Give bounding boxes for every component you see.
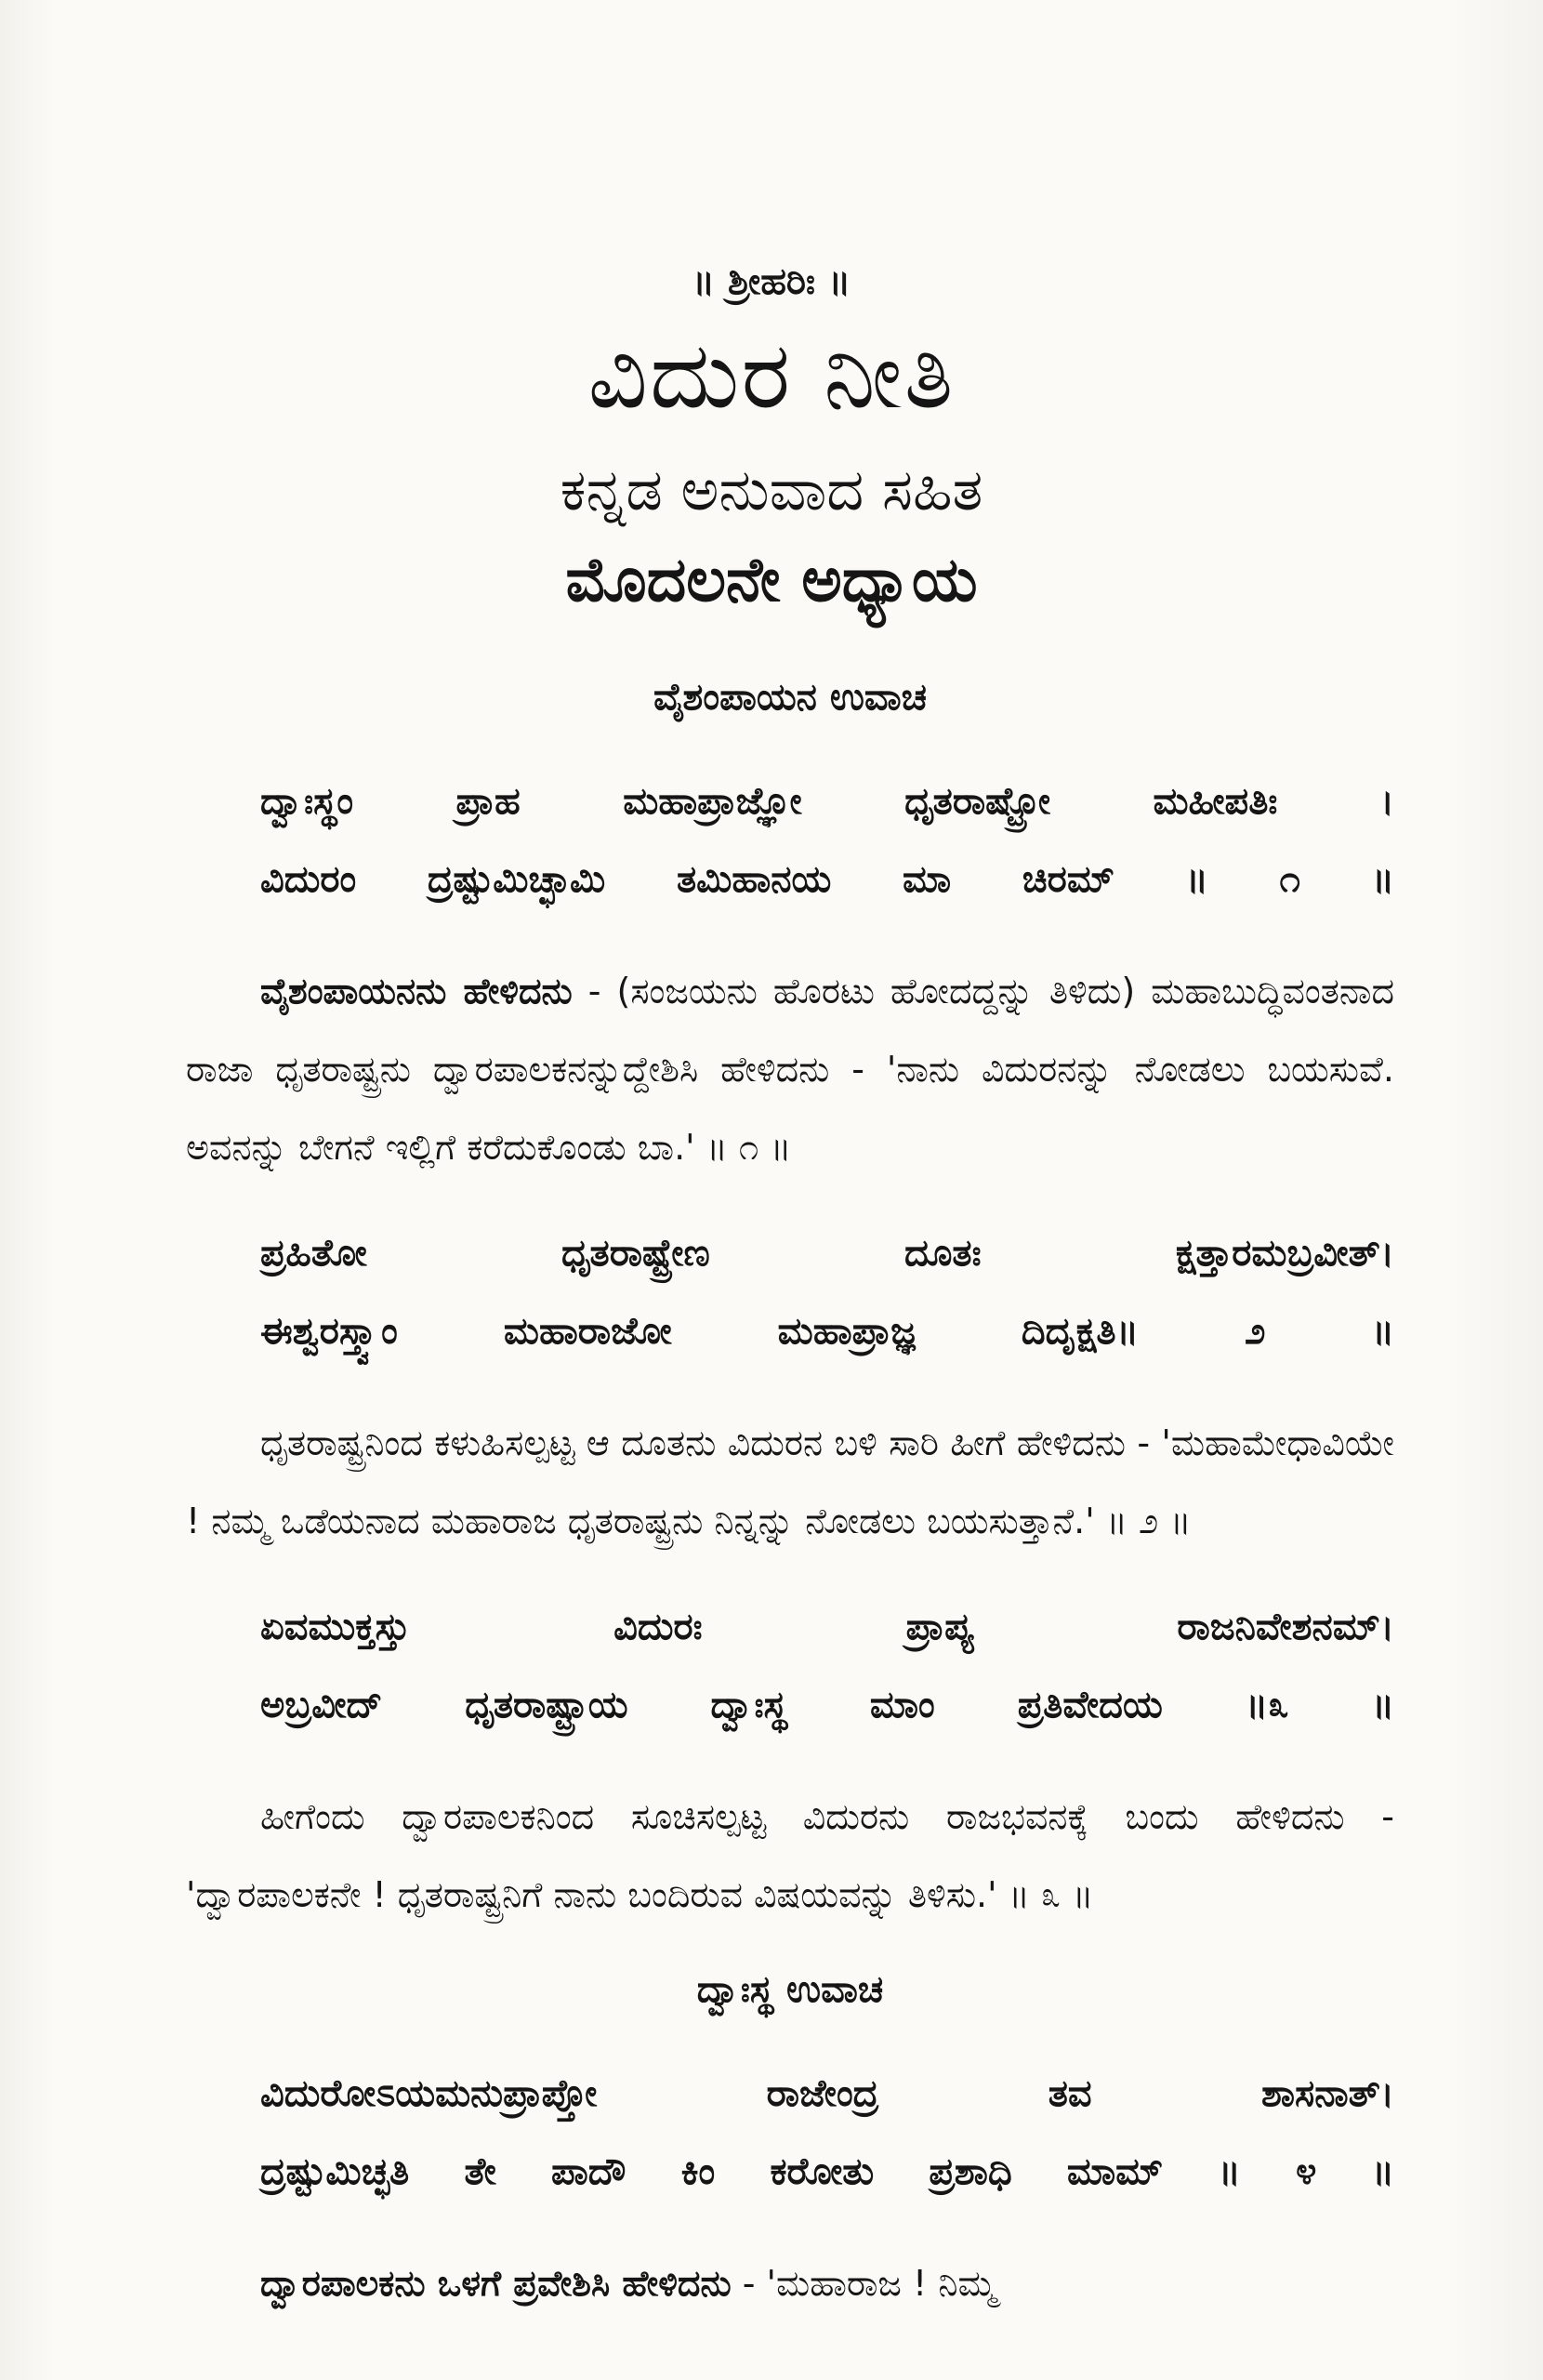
verse-line: ಪ್ರಹಿತೋ ಧೃತರಾಷ್ಟ್ರೇಣ ದೂತಃ ಕ್ಷತ್ತಾರಮಬ್ರವೀತ್।: [260, 1232, 1394, 1275]
verse-line: ವಿದುರೋಽಯಮನುಪ್ರಾಪ್ತೋ ರಾಜೇಂದ್ರ ತವ ಶಾಸನಾತ್।: [260, 2072, 1394, 2115]
verse-line: ವಿದುರಂ ದ್ರಷ್ಟುಮಿಚ್ಛಾಮಿ ತಮಿಹಾನಯ ಮಾ ಚಿರಮ್ ॥ ೧ ॥: [260, 858, 1394, 901]
page-body: [186, 669, 1394, 2350]
verse-3: [260, 1588, 1394, 1744]
verse-line: ದ್ವಾಃಸ್ಥಂ ಪ್ರಾಹ ಮಹಾಪ್ರಾಜ್ಞೋ ಧೃತರಾಷ್ಟ್ರೋ ಮಹೀಪತಿಃ ।: [260, 780, 1394, 823]
translation-2: ಧೃತರಾಷ್ಟ್ರನಿಂದ ಕಳುಹಿಸಲ್ಪಟ್ಟ ಆ ದೂತನು ವಿದುರನ ಬಳಿ ಸಾರಿ ಹೀಗೆ ಹೇಳಿದನು - 'ಮಹಾಮೇಧಾವಿಯೇ ! ನಮ್ಮ ಒಡೆಯನಾದ ಮಹಾರಾಜ ಧೃತರಾಷ್ಟ್ರನು ನಿನ್ನನ್ನು ನೋಡಲು ಬಯಸುತ್ತಾನೆ.' ॥ ೨ ॥: [186, 1422, 1394, 1541]
verse-1: [260, 762, 1394, 919]
chapter-heading: ಮೊದಲನೇ ಅಧ್ಯಾಯ: [565, 544, 978, 615]
speaker-heading: ದ್ವಾಃಸ್ಥ ಉವಾಚ: [696, 1968, 884, 2011]
verse-2: [260, 1214, 1394, 1370]
translation-3: ಹೀಗೆಂದು ದ್ವಾರಪಾಲಕನಿಂದ ಸೂಚಿಸಲ್ಪಟ್ಟ ವಿದುರನು ರಾಜಭವನಕ್ಕೆ ಬಂದು ಹೇಳಿದನು - 'ದ್ವಾರಪಾಲಕನೇ ! ಧೃತರಾಷ್ಟ್ರನಿಗೆ ನಾನು ಬಂದಿರುವ ವಿಷಯವನ್ನು ತಿಳಿಸು.' ॥ ೩ ॥: [186, 1796, 1394, 1915]
invocation: ॥ ಶ್ರೀಹರಿಃ ॥: [692, 260, 851, 303]
translation-4: [186, 2244, 1394, 2322]
translation-text: - (ಸಂಜಯನು ಹೊರಟು ಹೋದದ್ದನ್ನು ತಿಳಿದು) ಮಹಾಬುದ್ಧಿವಂತನಾದ ರಾಜಾ ಧೃತರಾಷ್ಟ್ರನು ದ್ವಾರಪಾಲಕನನ್ನುದ್ದೇಶಿಸಿ ಹೇಳಿದನು - 'ನಾನು ವಿದುರನನ್ನು ನೋಡಲು ಬಯಸುವೆ. ಅವನನ್ನು ಬೇಗನೆ ಇಲ್ಲಿಗೆ ಕರೆದುಕೊಂಡು ಬಾ.' ॥ ೧ ॥: [186, 971, 1394, 1168]
verse-line: ದ್ರಷ್ಟುಮಿಚ್ಛತಿ ತೇ ಪಾದೌ ಕಿಂ ಕರೋತು ಪ್ರಶಾಧಿ ಮಾಮ್ ॥ ೪ ॥: [260, 2150, 1394, 2193]
translation-lead: ದ್ವಾರಪಾಲಕನು ಒಳಗೆ ಪ್ರವೇಶಿಸಿ ಹೇಳಿದನು: [260, 2263, 732, 2304]
verse-4: [260, 2055, 1394, 2211]
translation-lead: ವೈಶಂಪಾಯನನು ಹೇಳಿದನು: [260, 971, 573, 1012]
verse-line: ಈಶ್ವರಸ್ತ್ವಾಂ ಮಹಾರಾಜೋ ಮಹಾಪ್ರಾಜ್ಞ ದಿದೃಕ್ಷತಿ॥ ೨ ॥: [260, 1310, 1394, 1353]
verse-line: ಅಬ್ರವೀದ್ ಧೃತರಾಷ್ಟ್ರಾಯ ದ್ವಾಃಸ್ಥ ಮಾಂ ಪ್ರತಿವೇದಯ ॥೩ ॥: [260, 1684, 1394, 1726]
page-title: ವಿದುರ ನೀತಿ: [587, 321, 956, 430]
verse-line: ಏವಮುಕ್ತಸ್ತು ವಿದುರಃ ಪ್ರಾಪ್ಯ ರಾಜನಿವೇಶನಮ್।: [260, 1606, 1394, 1648]
translation-text: - 'ಮಹಾರಾಜ ! ನಿಮ್ಮ: [731, 2263, 996, 2304]
subtitle: ಕನ್ನಡ ಅನುವಾದ ಸಹಿತ: [560, 456, 983, 523]
speaker-heading: ವೈಶಂಪಾಯನ ಉವಾಚ: [653, 676, 927, 719]
translation-1: [186, 952, 1394, 1186]
